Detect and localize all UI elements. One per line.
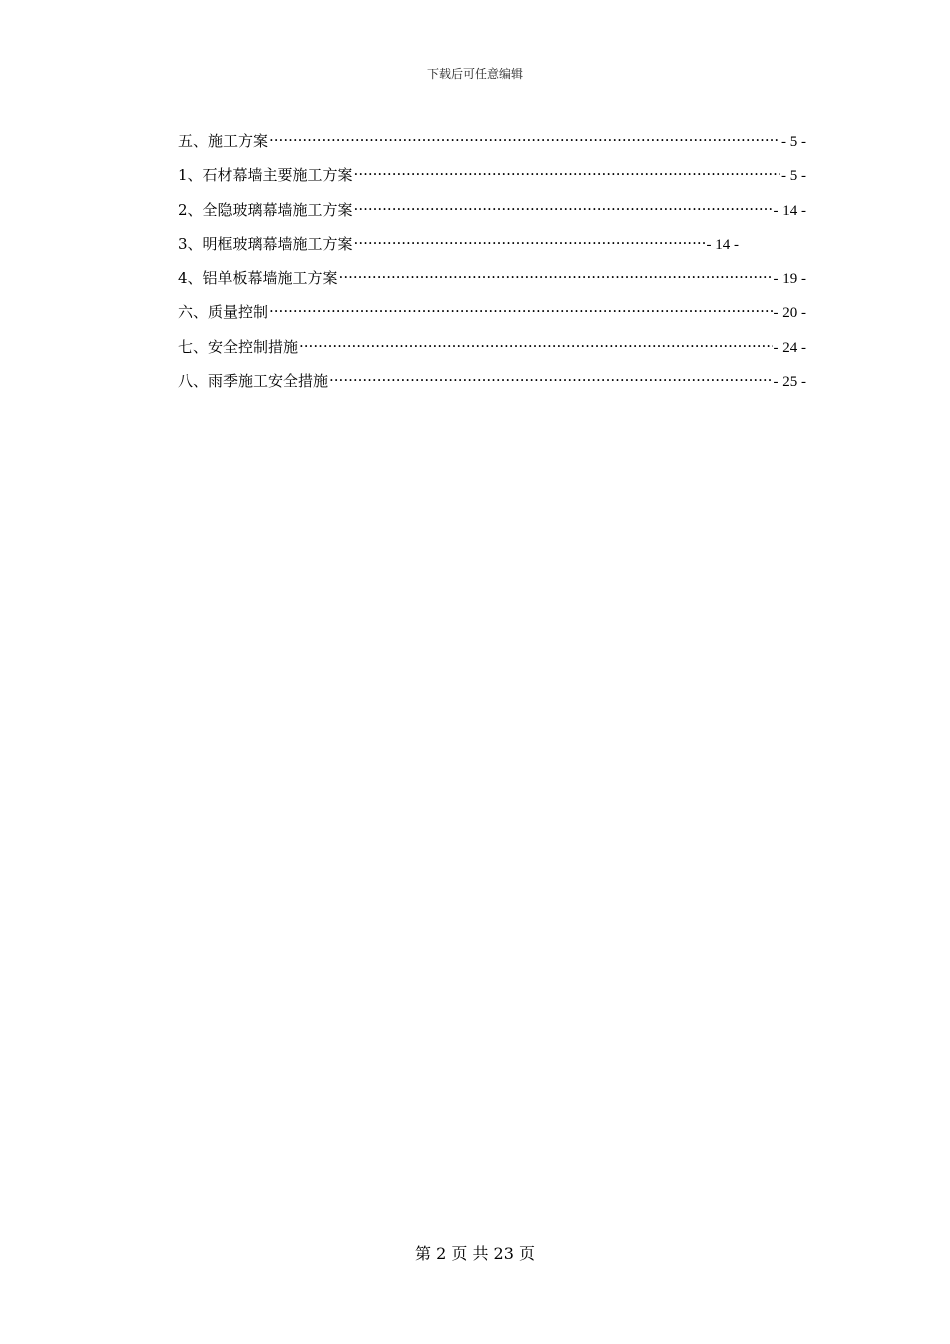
toc-entry-label: 3、明框玻璃幕墙施工方案: [178, 234, 353, 253]
toc-entry: [178, 332, 806, 366]
toc-dot-leader: [354, 195, 773, 215]
toc-dot-leader: [299, 332, 772, 352]
toc-entry: [178, 229, 739, 263]
page-footer: 第 2 页 共 23 页: [415, 1244, 535, 1263]
table-of-contents: [178, 126, 806, 400]
toc-dot-leader: [339, 263, 773, 283]
toc-entry-page: - 20 -: [773, 305, 806, 322]
toc-entry-page: - 19 -: [773, 271, 806, 288]
toc-entry: [178, 366, 806, 400]
toc-dot-leader: [269, 297, 772, 317]
toc-entry: [178, 160, 806, 194]
toc-dot-leader: [329, 366, 772, 386]
page-header: 下载后可任意编辑: [426, 67, 523, 81]
toc-entry-label: 七、安全控制措施: [178, 337, 299, 356]
toc-dot-leader: [269, 126, 780, 146]
toc-entry: [178, 263, 806, 297]
toc-entry-page: - 5 -: [781, 168, 806, 185]
toc-entry-label: 八、雨季施工安全措施: [178, 372, 329, 391]
toc-entry-page: - 25 -: [773, 374, 806, 391]
toc-entry: [178, 195, 806, 229]
toc-entry-label: 五、施工方案: [178, 132, 269, 150]
toc-entry-page: - 5 -: [781, 134, 806, 150]
toc-entry-label: 2、全隐玻璃幕墙施工方案: [178, 200, 353, 219]
toc-entry-label: 1、石材幕墙主要施工方案: [178, 166, 353, 185]
toc-entry: [178, 126, 806, 160]
toc-entry-page: - 14 -: [706, 236, 739, 253]
toc-entry-page: - 24 -: [773, 339, 806, 356]
toc-entry: [178, 297, 806, 331]
toc-dot-leader: [354, 229, 706, 249]
toc-entry-label: 六、质量控制: [178, 303, 269, 322]
toc-entry-page: - 14 -: [773, 202, 806, 219]
toc-dot-leader: [354, 160, 780, 180]
toc-entry-label: 4、铝单板幕墙施工方案: [178, 269, 338, 288]
